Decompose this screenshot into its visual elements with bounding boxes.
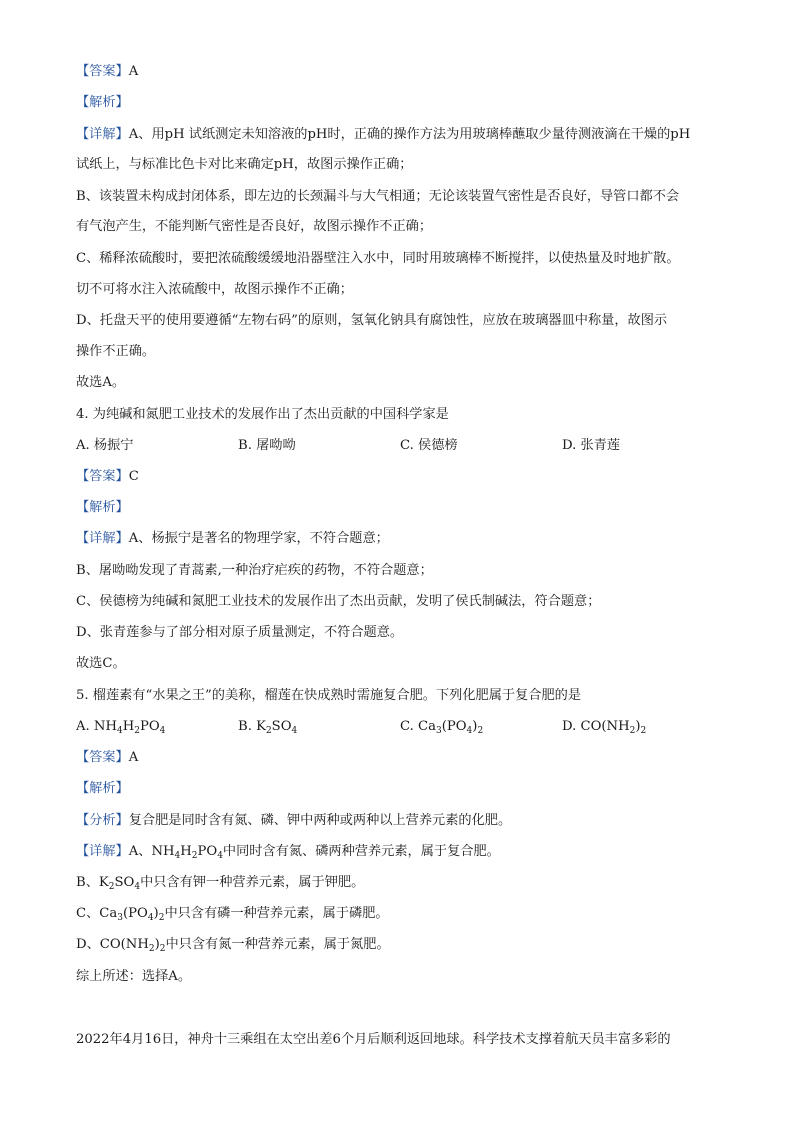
detail-text: 中只含有氮一种营养元素，属于氮肥。 [165,937,390,952]
q4-option-a: A. 杨振宁 [76,438,134,453]
option-letter: C. [400,719,419,734]
q3-detail-a-line2: 试纸上，与标准比色卡对比来确定pH，故图示操作正确； [76,157,413,172]
q4-option-d: D. 张青莲 [562,438,621,453]
formula-subscript: 2 [148,944,155,954]
formula-subscript: 4 [217,851,223,861]
detail-tag: 【详解】 [76,531,129,546]
detail-prefix: A、 [128,844,152,859]
q3-detail-d-line2: 操作不正确。 [76,344,156,359]
formula-part: SO [271,719,292,734]
detail-text: 中同时含有氮、磷两种营养元素，属于复合肥。 [222,844,500,859]
formula-part: (PO [441,719,467,734]
q5-detail-a [76,842,726,862]
formula-part: Ca [99,906,118,921]
answer-tag: 【答案】 [76,469,129,484]
formula-subscript: 2 [629,726,636,736]
q3-detail-c-line1: C、稀释浓硫酸时，要把浓硫酸缓缓地沿器壁注入水中，同时用玻璃棒不断搅拌，以使热量及时地扩散。 [76,251,680,266]
formula-part: Ca [418,719,436,734]
intro-paragraph: 2022年4月16日，神舟十三乘组在太空出差6个月后顺利返回地球。科学技术支撑着航天员丰富多彩的 [76,1032,671,1047]
q5-option-a [76,717,165,737]
formula-part: H [122,719,135,734]
formula-part: K [256,719,266,734]
formula-part: PO [197,844,218,859]
formula-subscript: 2 [158,913,165,923]
q5-option-c [400,717,483,737]
formula-part: SO [114,875,135,890]
detail-text: 中只含有磷一种营养元素，属于磷肥。 [164,906,389,921]
q3-conclusion: 故选A。 [76,375,126,390]
detail-text: A、杨振宁是著名的物理学家，不符合题意； [128,531,389,546]
q4-conclusion: 故选C。 [76,656,126,671]
formula-part: ) [153,906,159,921]
q5-detail-b [76,873,726,893]
formula-part: PO [139,719,160,734]
q4-detail-b: B、屠呦呦发现了青蒿素,一种治疗疟疾的药物，不符合题意； [76,563,433,578]
formula-subscript: 4 [466,726,473,736]
q4-answer-line [76,467,726,487]
formula-subscript: 2 [640,726,647,736]
formula-part: ) [472,719,478,734]
formula-part: NH [151,844,175,859]
q3-detail-c-line2: 切不可将水注入浓硫酸中，故图示操作不正确； [76,282,353,297]
q5-conclusion: 综上所述：选择A。 [76,969,192,984]
detail-tag: 【详解】 [76,844,129,859]
detail-text: 中只含有钾一种营养元素，属于钾肥。 [140,875,365,890]
q5-analyze [76,811,726,831]
q5-detail-d [76,935,726,955]
q4-detail-d: D、张青莲参与了部分相对原子质量测定，不符合题意。 [76,625,404,640]
formula-subscript: 4 [134,882,141,892]
formula-subscript: 2 [159,944,166,954]
formula-part: CO(NH [99,937,149,952]
q3-detail-d-line1: D、托盘天平的使用要遵循“左物右码”的原则，氢氧化钠具有腐蚀性，应放在玻璃器皿中称量，故图示 [76,313,668,328]
formula-subscript: 4 [174,851,181,861]
analyze-text: 复合肥是同时含有氮、磷、钾中两种或两种以上营养元素的化肥。 [128,813,512,828]
q5-answer-line [76,748,726,768]
detail-prefix: D、 [76,937,100,952]
detail-tag: 【详解】 [76,127,129,142]
q4-option-c: C. 侯德榜 [400,438,458,453]
q4-detail-a [76,529,726,549]
q3-detail-b-line2: 有气泡产生，不能判断气密性是否良好，故图示操作不正确； [76,219,433,234]
formula-subscript: 3 [435,726,442,736]
formula-subscript: 4 [147,913,154,923]
answer-value: A [128,64,139,79]
answer-value: A [128,750,139,765]
detail-text: A、用pH 试纸测定未知溶液的pH时，正确的操作方法为用玻璃棒蘸取少量待测液滴在干燥的pH [128,127,691,142]
detail-prefix: B、 [76,875,99,890]
q3-detail-b-line1: B、该装置未构成封闭体系，即左边的长颈漏斗与大气相通；无论该装置气密性是否良好，导管口都不会 [76,189,680,204]
formula-part: NH [93,719,117,734]
formula-part: (PO [122,906,148,921]
formula-subscript: 2 [265,726,272,736]
formula-subscript: 2 [191,851,198,861]
q5-analysis-tag: 【解析】 [76,781,129,796]
formula-subscript: 2 [108,882,115,892]
q5-option-d [562,717,646,737]
q4-analysis-tag: 【解析】 [76,500,129,515]
formula-subscript: 4 [291,726,298,736]
option-letter: B. [238,719,257,734]
option-letter: A. [76,719,94,734]
q4-option-b: B. 屠呦呦 [238,438,296,453]
formula-subscript: 2 [477,726,484,736]
q3-analysis-tag: 【解析】 [76,95,129,110]
formula-part: K [98,875,109,890]
formula-part: CO(NH [580,719,630,734]
formula-part: H [180,844,192,859]
option-letter: D. [562,719,581,734]
q3-answer-line [76,62,726,82]
formula-part: ) [635,719,641,734]
formula-part: ) [154,937,160,952]
q5-option-b [238,717,297,737]
analyze-tag: 【分析】 [76,813,129,828]
formula-subscript: 3 [117,913,123,923]
q5-detail-c [76,904,726,924]
formula-subscript: 4 [116,726,123,736]
q4-stem: 4. 为纯碱和氮肥工业技术的发展作出了杰出贡献的中国科学家是 [76,407,449,422]
answer-tag: 【答案】 [76,64,129,79]
q4-detail-c: C、侯德榜为纯碱和氮肥工业技术的发展作出了杰出贡献，发明了侯氏制碱法，符合题意； [76,594,601,609]
detail-prefix: C、 [76,906,100,921]
formula-subscript: 4 [159,726,166,736]
answer-tag: 【答案】 [76,750,129,765]
answer-value: C [128,469,139,484]
q5-stem: 5. 榴莲素有“水果之王”的美称，榴莲在快成熟时需施复合肥。下列化肥属于复合肥的是 [76,688,582,703]
q3-detail-a-line1 [76,125,726,145]
formula-subscript: 2 [134,726,140,736]
